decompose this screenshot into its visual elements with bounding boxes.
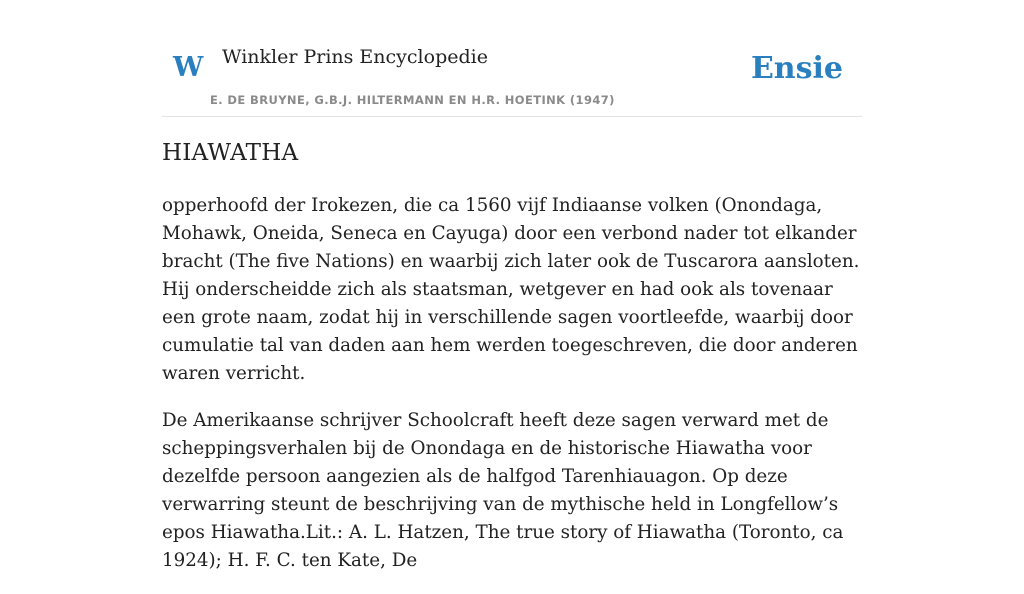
article-paragraph: opperhoofd der Irokezen, die ca 1560 vijf Indiaanse volken (Onondaga, Mohawk, Oneida, Seneca en Cayuga) door een verbond nader tot elkander bracht (The five Nations) en waarbij zich later ook de Tuscarora aansloten. Hij onderscheidde zich als staatsman, wetgever en had ook als tovenaar een grote naam, zodat hij in verschillende sagen voortleefde, waarbij door cumulatie tal van daden aan hem werden toegeschreven, die door anderen waren verricht. xyxy=(162,195,860,384)
article-title: HIAWATHA xyxy=(162,140,299,166)
article-paragraph: De Amerikaanse schrijver Schoolcraft heeft deze sagen verward met de scheppingsverhalen bij de Onondaga en de historische Hiawatha voor dezelfde persoon aangezien als de halfgod Tarenhiauagon. Op deze verwarring steunt de beschrijving van de mythische held in Longfellow’s epos Hiawatha.Lit.: A. L. Hatzen, The true story of Hiawatha (Toronto, ca 1924); H. F. C. ten Kate, De xyxy=(162,410,844,571)
source-authors: E. DE BRUYNE, G.B.J. HILTERMANN EN H.R. HOETINK (1947) xyxy=(210,93,615,107)
article-body xyxy=(162,192,862,594)
brand-logo[interactable]: Ensie xyxy=(750,51,843,86)
source-title[interactable]: Winkler Prins Encyclopedie xyxy=(222,46,488,68)
source-logo[interactable]: W xyxy=(173,52,204,83)
source-header xyxy=(162,0,862,117)
